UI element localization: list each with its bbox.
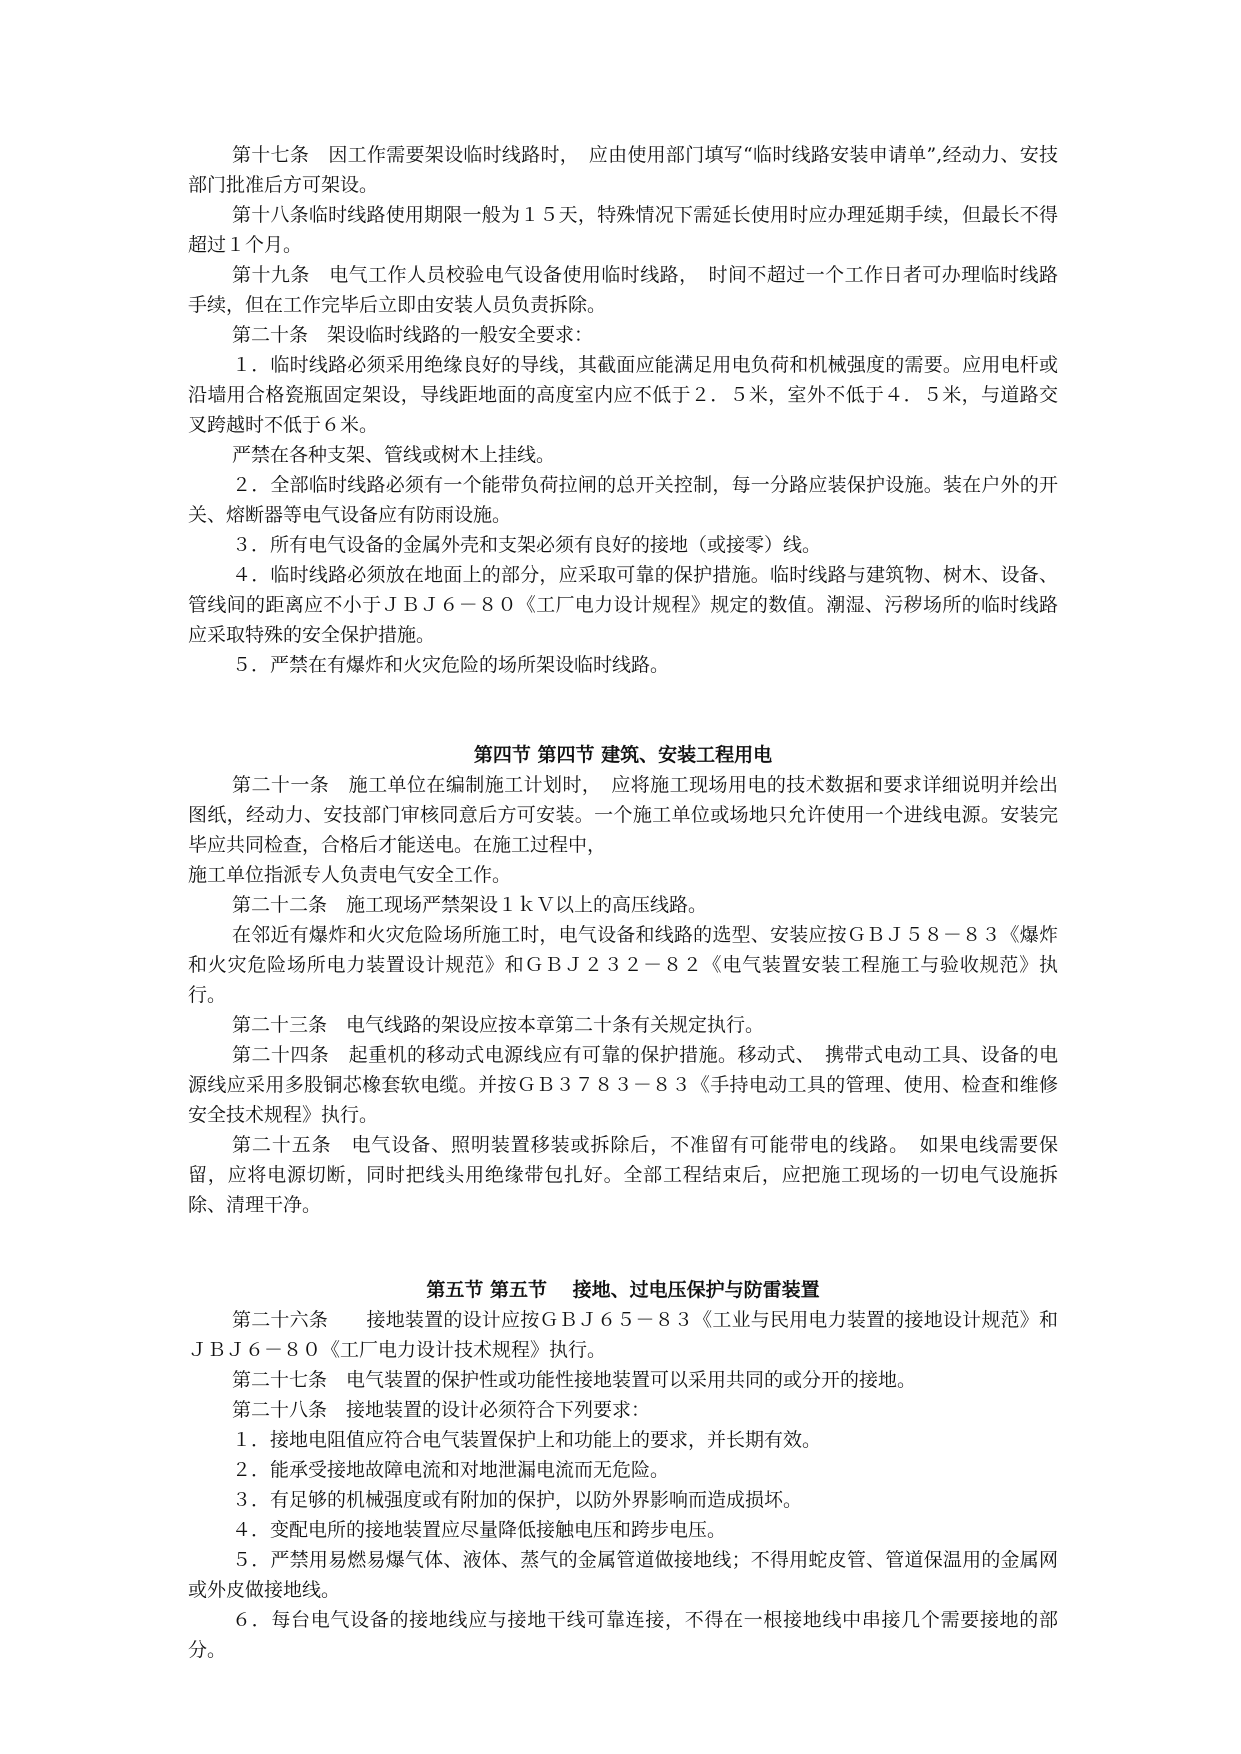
article-28-item-5: ５．严禁用易燃易爆气体、液体、蒸气的金属管道做接地线；不得用蛇皮管、管道保温用的金属网或外皮做接地线。: [188, 1549, 1058, 1601]
article-24: 第二十四条 起重机的移动式电源线应有可靠的保护措施。移动式、 携带式电动工具、设备的电源线应采用多股铜芯橡套软电缆。并按ＧＢ３７８３－８３《手持电动工具的管理、使用、检查和维修安全技术规程》执行。: [188, 1044, 1058, 1126]
article-22-hazard-areas: 在邻近有爆炸和火灾危险场所施工时，电气设备和线路的选型、安装应按ＧＢＪ５８－８３《爆炸和火灾危险场所电力装置设计规范》和ＧＢＪ２３２－８２《电气装置安装工程施工与验收规范》执行。: [188, 924, 1058, 1006]
article-20-item-1: １．临时线路必须采用绝缘良好的导线，其截面应能满足用电负荷和机械强度的需要。应用电杆或沿墙用合格瓷瓶固定架设，导线距地面的高度室内应不低于２．５米，室外不低于４．５米，与道路交叉跨越时不低于６米。: [188, 354, 1058, 436]
article-26: 第二十六条 接地装置的设计应按ＧＢＪ６５－８３《工业与民用电力装置的接地设计规范》和ＪＢＪ６－８０《工厂电力设计技术规程》执行。: [188, 1309, 1058, 1361]
article-27: 第二十七条 电气装置的保护性或功能性接地装置可以采用共同的或分开的接地。: [232, 1369, 917, 1391]
article-28-item-1: １．接地电阻值应符合电气装置保护上和功能上的要求，并长期有效。: [232, 1429, 822, 1451]
article-21: 第二十一条 施工单位在编制施工计划时， 应将施工现场用电的技术数据和要求详细说明并绘出图纸，经动力、安技部门审核同意后方可安装。一个施工单位或场地只允许使用一个进线电源。安装完毕应共同检查，合格后才能送电。在施工过程中，: [188, 774, 1058, 856]
article-22: 第二十二条 施工现场严禁架设１ｋＶ以上的高压线路。: [232, 894, 708, 916]
section-4-heading: 第四节 第四节 建筑、安装工程用电: [473, 744, 773, 766]
article-28-item-4: ４．变配电所的接地装置应尽量降低接触电压和跨步电压。: [232, 1519, 727, 1541]
article-28-item-2: ２．能承受接地故障电流和对地泄漏电流而无危险。: [232, 1459, 670, 1481]
article-20: 第二十条 架设临时线路的一般安全要求：: [232, 324, 594, 346]
section-4-body: [188, 770, 1058, 1220]
article-20-item-4: ４．临时线路必须放在地面上的部分，应采取可靠的保护措施。临时线路与建筑物、树木、设备、管线间的距离应不小于ＪＢＪ６－８０《工厂电力设计规程》规定的数值。潮湿、污秽场所的临时线路应采取特殊的安全保护措施。: [188, 564, 1058, 646]
article-17: 第十七条 因工作需要架设临时线路时， 应由使用部门填写“临时线路安装申请单”,经动力、安技部门批准后方可架设。: [188, 144, 1058, 196]
section-3-body: [188, 140, 1058, 680]
document-page: [188, 140, 1058, 1665]
article-23: 第二十三条 电气线路的架设应按本章第二十条有关规定执行。: [232, 1014, 765, 1036]
article-18: 第十八条临时线路使用期限一般为１５天，特殊情况下需延长使用时应办理延期手续，但最长不得超过１个月。: [188, 204, 1058, 256]
article-20-item-5: ５．严禁在有爆炸和火灾危险的场所架设临时线路。: [232, 654, 670, 676]
article-20-item-2: ２．全部临时线路必须有一个能带负荷拉闸的总开关控制，每一分路应装保护设施。装在户外的开关、熔断器等电气设备应有防雨设施。: [188, 474, 1058, 526]
section-5-heading: 第五节 第五节 接地、过电压保护与防雷装置: [426, 1279, 820, 1301]
section-5-body: [188, 1305, 1058, 1665]
article-20-prohibition: 严禁在各种支架、管线或树木上挂线。: [232, 444, 556, 466]
article-25: 第二十五条 电气设备、照明装置移装或拆除后，不准留有可能带电的线路。 如果电线需要保留，应将电源切断，同时把线头用绝缘带包扎好。全部工程结束后，应把施工现场的一切电气设施拆除、清理干净。: [188, 1134, 1058, 1216]
article-28: 第二十八条 接地装置的设计必须符合下列要求：: [232, 1399, 651, 1421]
article-21-continuation: 施工单位指派专人负责电气安全工作。: [188, 864, 512, 886]
article-19: 第十九条 电气工作人员校验电气设备使用临时线路， 时间不超过一个工作日者可办理临时线路手续，但在工作完毕后立即由安装人员负责拆除。: [188, 264, 1058, 316]
article-28-item-3: ３．有足够的机械强度或有附加的保护，以防外界影响而造成损坏。: [232, 1489, 803, 1511]
article-28-item-6: ６．每台电气设备的接地线应与接地干线可靠连接，不得在一根接地线中串接几个需要接地的部分。: [188, 1609, 1058, 1661]
article-20-item-3: ３．所有电气设备的金属外壳和支架必须有良好的接地（或接零）线。: [232, 534, 822, 556]
